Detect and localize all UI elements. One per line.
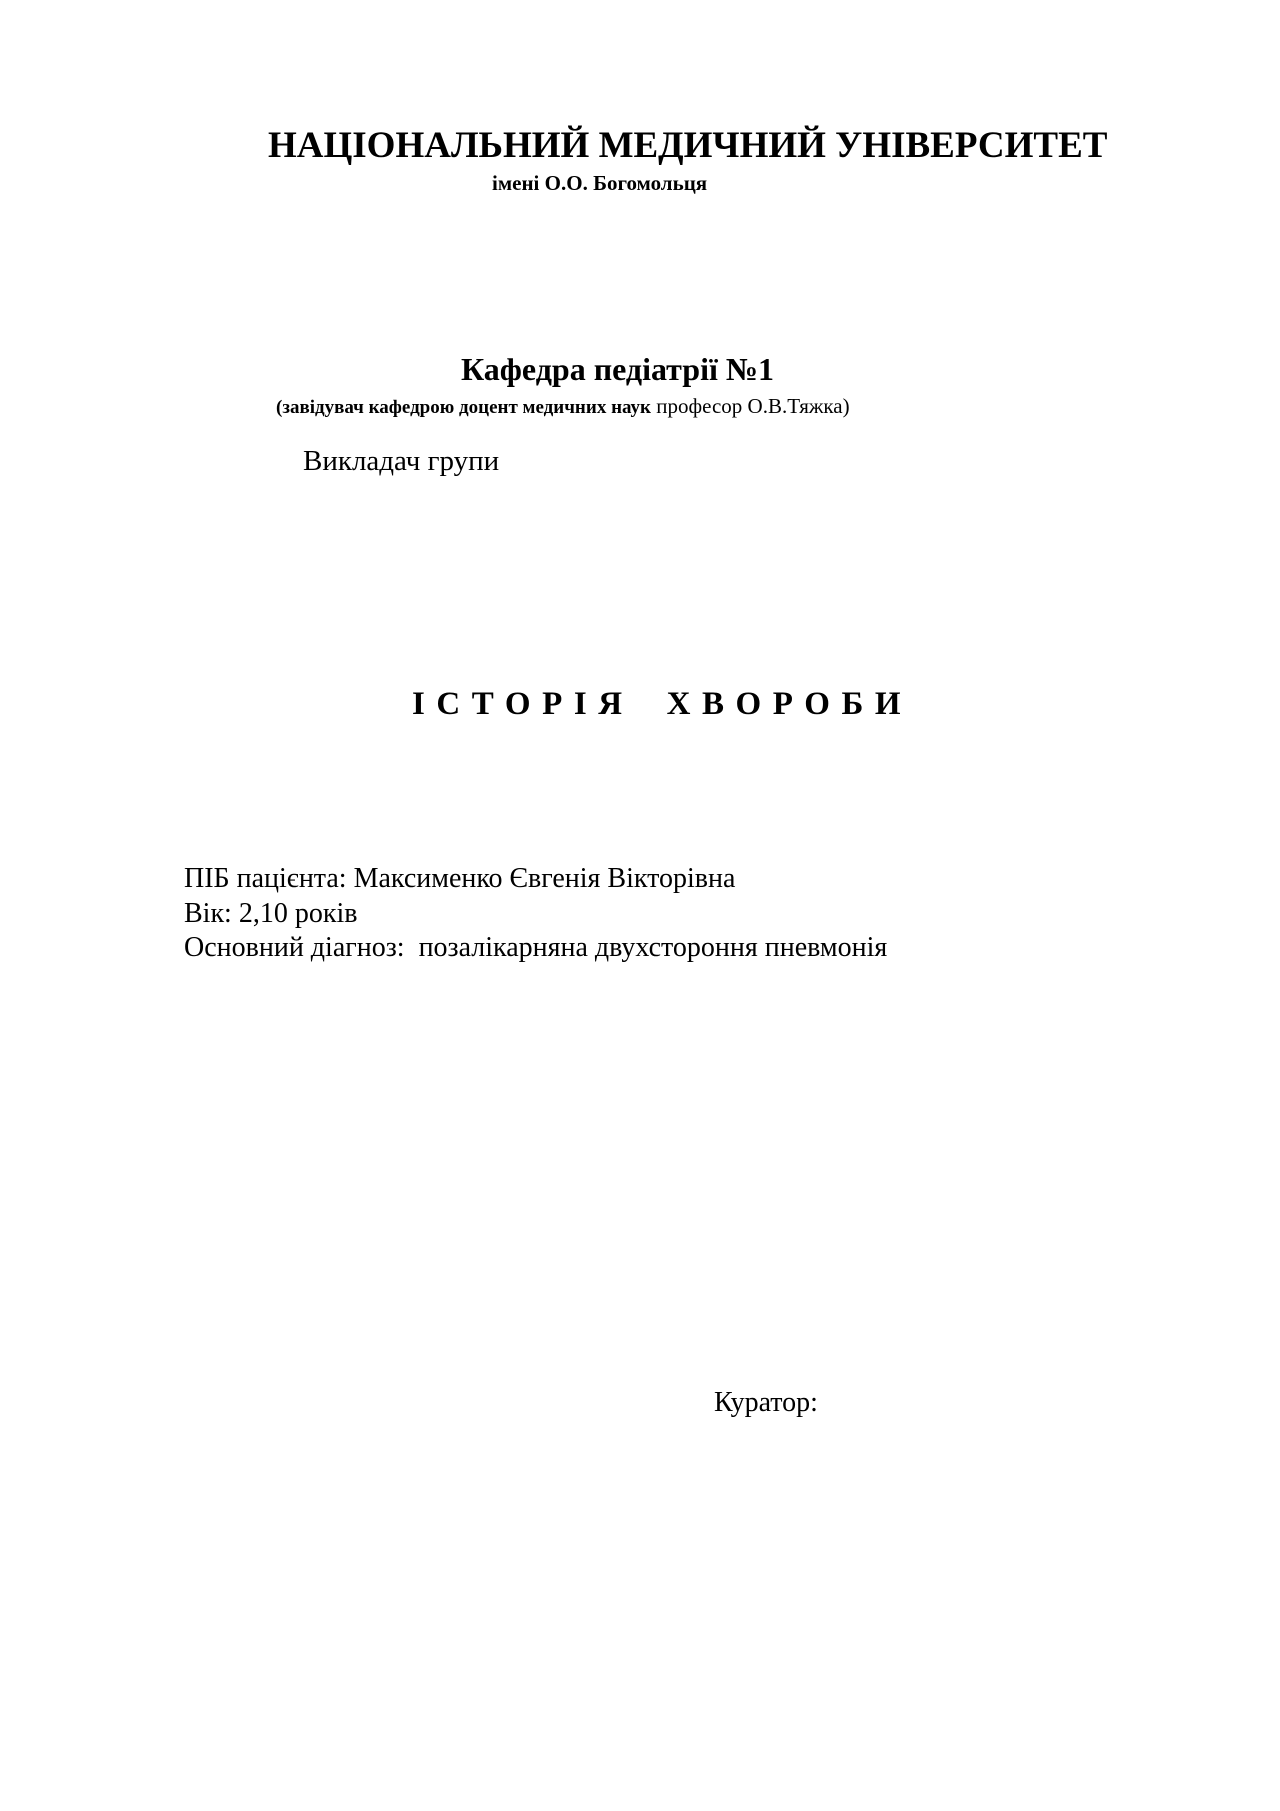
department-head-rest: професор О.В.Тяжка) <box>651 394 850 418</box>
department-head-line <box>276 396 850 417</box>
curator-label: Куратор: <box>714 1387 818 1418</box>
patient-name-line: ПІБ пацієнта: Максименко Євгенія Вікторівна <box>184 863 736 894</box>
university-title: НАЦІОНАЛЬНИЙ МЕДИЧНИЙ УНІВЕРСИТЕТ <box>268 125 1108 166</box>
document-title <box>412 688 912 721</box>
department-title: Кафедра педіатрії №1 <box>461 351 774 387</box>
teacher-label: Викладач групи <box>303 445 500 477</box>
patient-diagnosis-line: Основний діагноз: позалікарняна двухстороння пневмонія <box>184 932 888 963</box>
patient-age-line: Вік: 2,10 років <box>184 898 358 929</box>
document-title-word2: ХВОРОБИ <box>666 686 913 722</box>
university-named-after: імені О.О. Богомольця <box>492 171 708 195</box>
document-title-word1: ІСТОРІЯ <box>412 686 634 722</box>
department-head-bold: (завідувач кафедрою доцент медичних наук <box>276 397 652 418</box>
